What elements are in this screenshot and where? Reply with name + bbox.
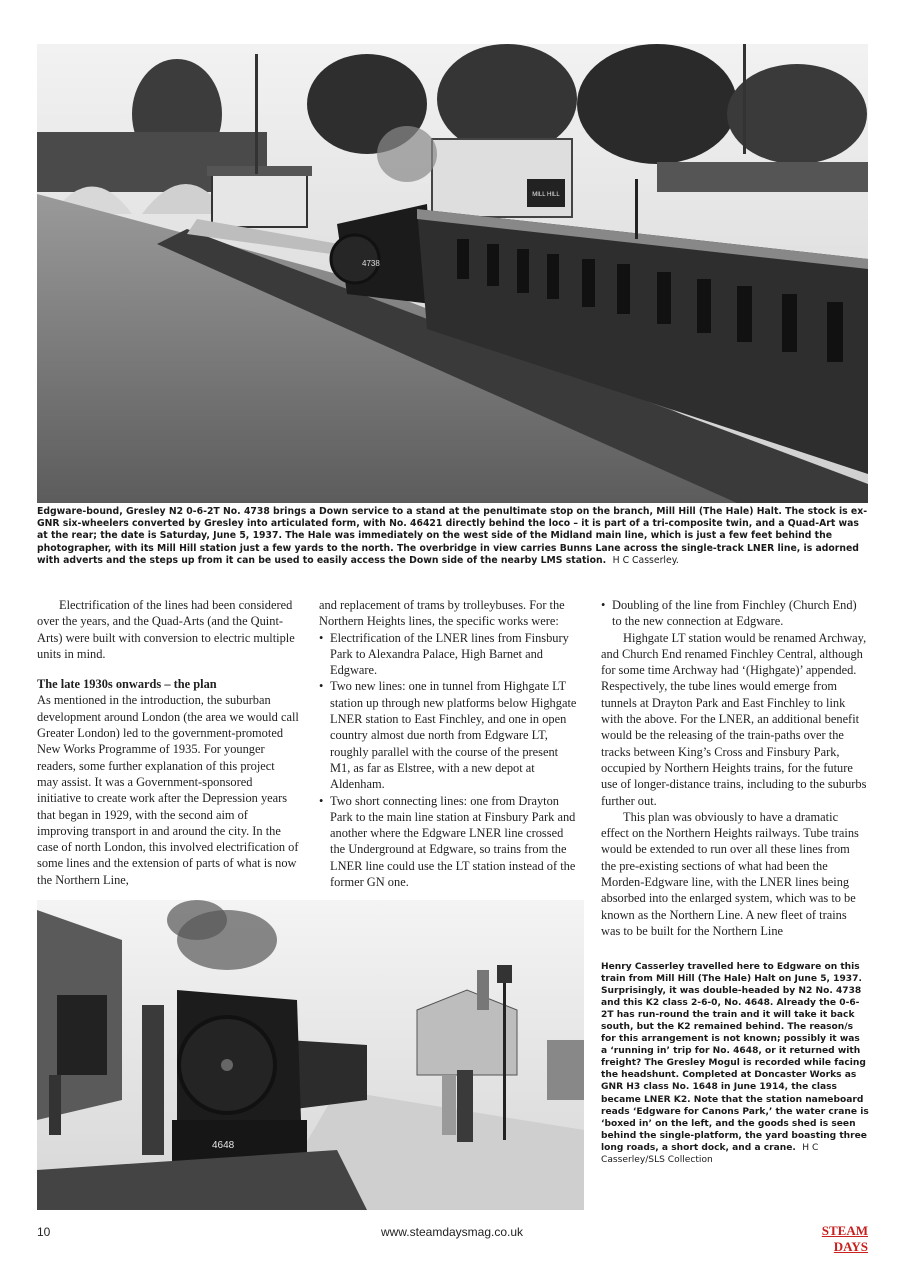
page-number: 10 xyxy=(37,1225,51,1239)
col1-paragraph-2: As mentioned in the introduction, the suburban development around London (the area we would call Greater London) led to the government-promoted New Works Programme of 1935. For younger readers, some further explanation of this project may assist. It was a Government-sponsored initiative to create work after the Depression years that began in 1929, with the second aim of improving transport in and around the city. In the case of north London, this involved electrification of some lines and the extension of parts of what is now the Northern Line, xyxy=(37,693,299,887)
loco-number-4738: 4738 xyxy=(362,259,380,268)
list-item: • Two new lines: one in tunnel from Highgate LT station up through new platforms below Highgate LNER station to East Finchley, and one in open country almost due north from Edgware LT, roughly parallel with the course of the present M1, as far as Elstree, with a new depot at Aldenham. xyxy=(319,678,581,792)
photo1-caption-text: Edgware-bound, Gresley N2 0-6-2T No. 4738 brings a Down service to a stand at the penultimate stop on the branch, Mill Hill (The Hale) Halt. The stock is ex-GNR six-wheelers converted by Gresley into articulated form, with No. 46421 directly behind the loco – it is part of a tri-composite twin, and a Quad-Art was at the rear; the date is Saturday, June 5, 1937. The Hale was immediately on the west side of the Midland main line, which is just a few feet behind the photographer, with its Mill Hill station just a few yards to the north. The overbridge in view carries Bunns Lane across the single-track LNER line, is adorned with adverts and the steps up from it can be used to easily access the Down side of the nearby LMS station. xyxy=(37,506,868,566)
list-item: • Electrification of the LNER lines from Finsbury Park to Alexandra Palace, High Barnet and Edgware. xyxy=(319,630,581,679)
photo2-caption-text: Henry Casserley travelled here to Edgware on this train from Mill Hill (The Hale) Halt on June 5, 1937. Surprisingly, it was double-headed by N2 No. 4738 and this K2 class 2-6-0, No. 4648. Already the 0-6-2T has run-round the train and it will take it back south, but the K2 remained behind. The reason/s for this arrangement is not known; possibly it was a ‘running in’ trip for No. 4648, or it returned with freight? The Gresley Mogul is recorded while facing the headshunt. Completed at Doncaster Works as GNR H3 class No. 1648 in June 1914, the class became LNER K2. Note that the station nameboard reads ‘Edgware for Canons Park,’ the water crane is ‘boxed in’ on the left, and the goods shed is seen behind the single-platform, the yard boasting three long roads, a short dock, and a crane. xyxy=(601,962,869,1153)
col3-paragraph-2: This plan was obviously to have a dramatic effect on the Northern Heights railways. Tube trains would be extended to run over all these lines from the pre-existing sections of what had been the Morden-Edgware line, with the LNER lines being absorbed into the enlarged system, which was to be known as the Northern Line. A new fleet of trains was to be built for the Northern Line xyxy=(601,809,859,938)
col3-paragraph-1: Highgate LT station would be renamed Archway, and Church End renamed Finchley Central, although for some time Archway had ‘(Highgate)’ appended. Respectively, the tube lines would emerge from tunnels at Drayton Park and East Finchley to link with the above. For the LNER, an additional benefit would be the releasing of the train-paths over the tracks between King’s Cross and Finsbury Park, occupied by Northern Heights trains, for the future use of longer-distance trains, including to the suburbs further out. xyxy=(601,630,867,808)
article-column-2 xyxy=(319,597,581,890)
col1-paragraph-1: Electrification of the lines had been considered over the years, and the Quad-Arts (and the Quint-Arts) were built with conversion to electric multiple units in mind. xyxy=(37,598,295,661)
works-list-continued xyxy=(601,597,867,630)
photo1-caption xyxy=(37,506,868,567)
website-url[interactable]: www.steamdaysmag.co.uk xyxy=(380,1225,524,1239)
works-list xyxy=(319,630,581,891)
photo1-credit: H C Casserley. xyxy=(612,554,679,566)
article-column-1 xyxy=(37,597,299,888)
article-column-3 xyxy=(601,597,867,939)
photo2-credit: H C Casserley/SLS Collection xyxy=(601,1142,819,1165)
loco-number-4648: 4648 xyxy=(212,1140,235,1151)
photo-edgware-station-image xyxy=(37,900,584,1210)
photo-mill-hill-halt xyxy=(37,44,868,503)
magazine-logo: STEAM DAYS xyxy=(821,1223,868,1254)
photo2-caption xyxy=(601,961,869,1166)
col2-paragraph-1: and replacement of trams by trolleybuses. For the Northern Heights lines, the specific works were: xyxy=(319,598,565,629)
station-sign-text: MILL HILL xyxy=(532,192,560,198)
list-item: • Two short connecting lines: one from Drayton Park to the main line station at Finsbury Park and another where the Edgware LNER line crossed the Underground at Edgware, so trains from the LNER line could use the LT station instead of the former GN one. xyxy=(319,793,581,891)
photo-mill-hill-halt-image xyxy=(37,44,868,503)
photo-edgware-station xyxy=(37,900,584,1210)
section-heading: The late 1930s onwards – the plan xyxy=(37,677,217,692)
list-item: • Doubling of the line from Finchley (Church End) to the new connection at Edgware. xyxy=(601,597,867,630)
